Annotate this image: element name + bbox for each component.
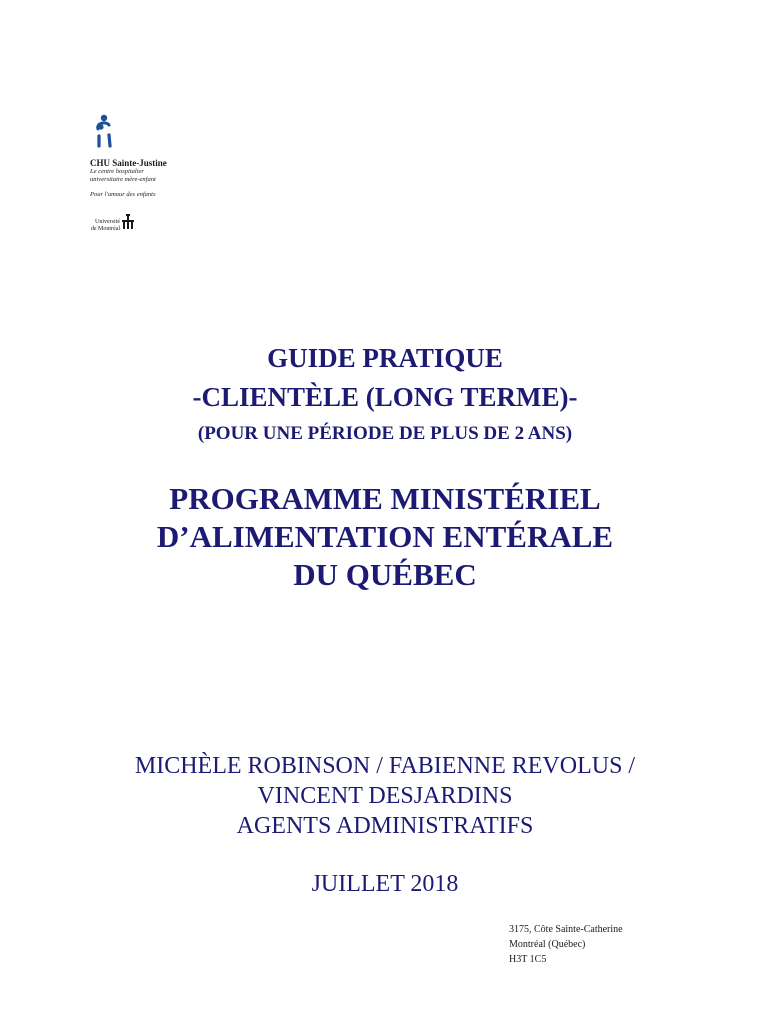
institution-name: CHU Sainte-Justine (90, 158, 167, 168)
address-line-2: Montréal (Québec) (509, 939, 586, 950)
program-line-3: DU QUÉBEC (293, 557, 477, 592)
address-block (509, 922, 623, 967)
program-line-1: PROGRAMME MINISTÉRIEL (169, 481, 601, 516)
chu-logo (90, 112, 210, 199)
title-line-2: -CLIENTÈLE (LONG TERME)- (192, 382, 578, 412)
institution-subtitle-1: Le centre hospitalier (90, 168, 144, 175)
title-line-3: (POUR UNE PÉRIODE DE PLUS DE 2 ANS) (197, 423, 573, 444)
university-name-line2: de Montréal (90, 225, 120, 232)
program-line-2: D’ALIMENTATION ENTÉRALE (156, 519, 614, 554)
university-name (90, 219, 120, 232)
universite-de-montreal-logo (90, 214, 150, 234)
udem-tower-icon (121, 214, 135, 230)
university-name-line1: Université (95, 219, 120, 225)
authors-line-2: VINCENT DESJARDINS (257, 783, 513, 809)
institution-subtitle-2: universitaire mère-enfant (90, 176, 156, 183)
authors-line-1: MICHÈLE ROBINSON / FABIENNE REVOLUS / (134, 753, 636, 779)
document-date: JUILLET 2018 (311, 871, 459, 897)
authors-line-3: AGENTS ADMINISTRATIFS (236, 813, 534, 839)
address-line-3: H3T 1C5 (509, 954, 547, 965)
title-line-1: GUIDE PRATIQUE (267, 343, 503, 373)
address-line-1: 3175, Côte Sainte-Catherine (509, 924, 623, 935)
chu-sainte-justine-logo-icon (90, 112, 120, 152)
institution-tagline: Pour l'amour des enfants (90, 191, 156, 198)
